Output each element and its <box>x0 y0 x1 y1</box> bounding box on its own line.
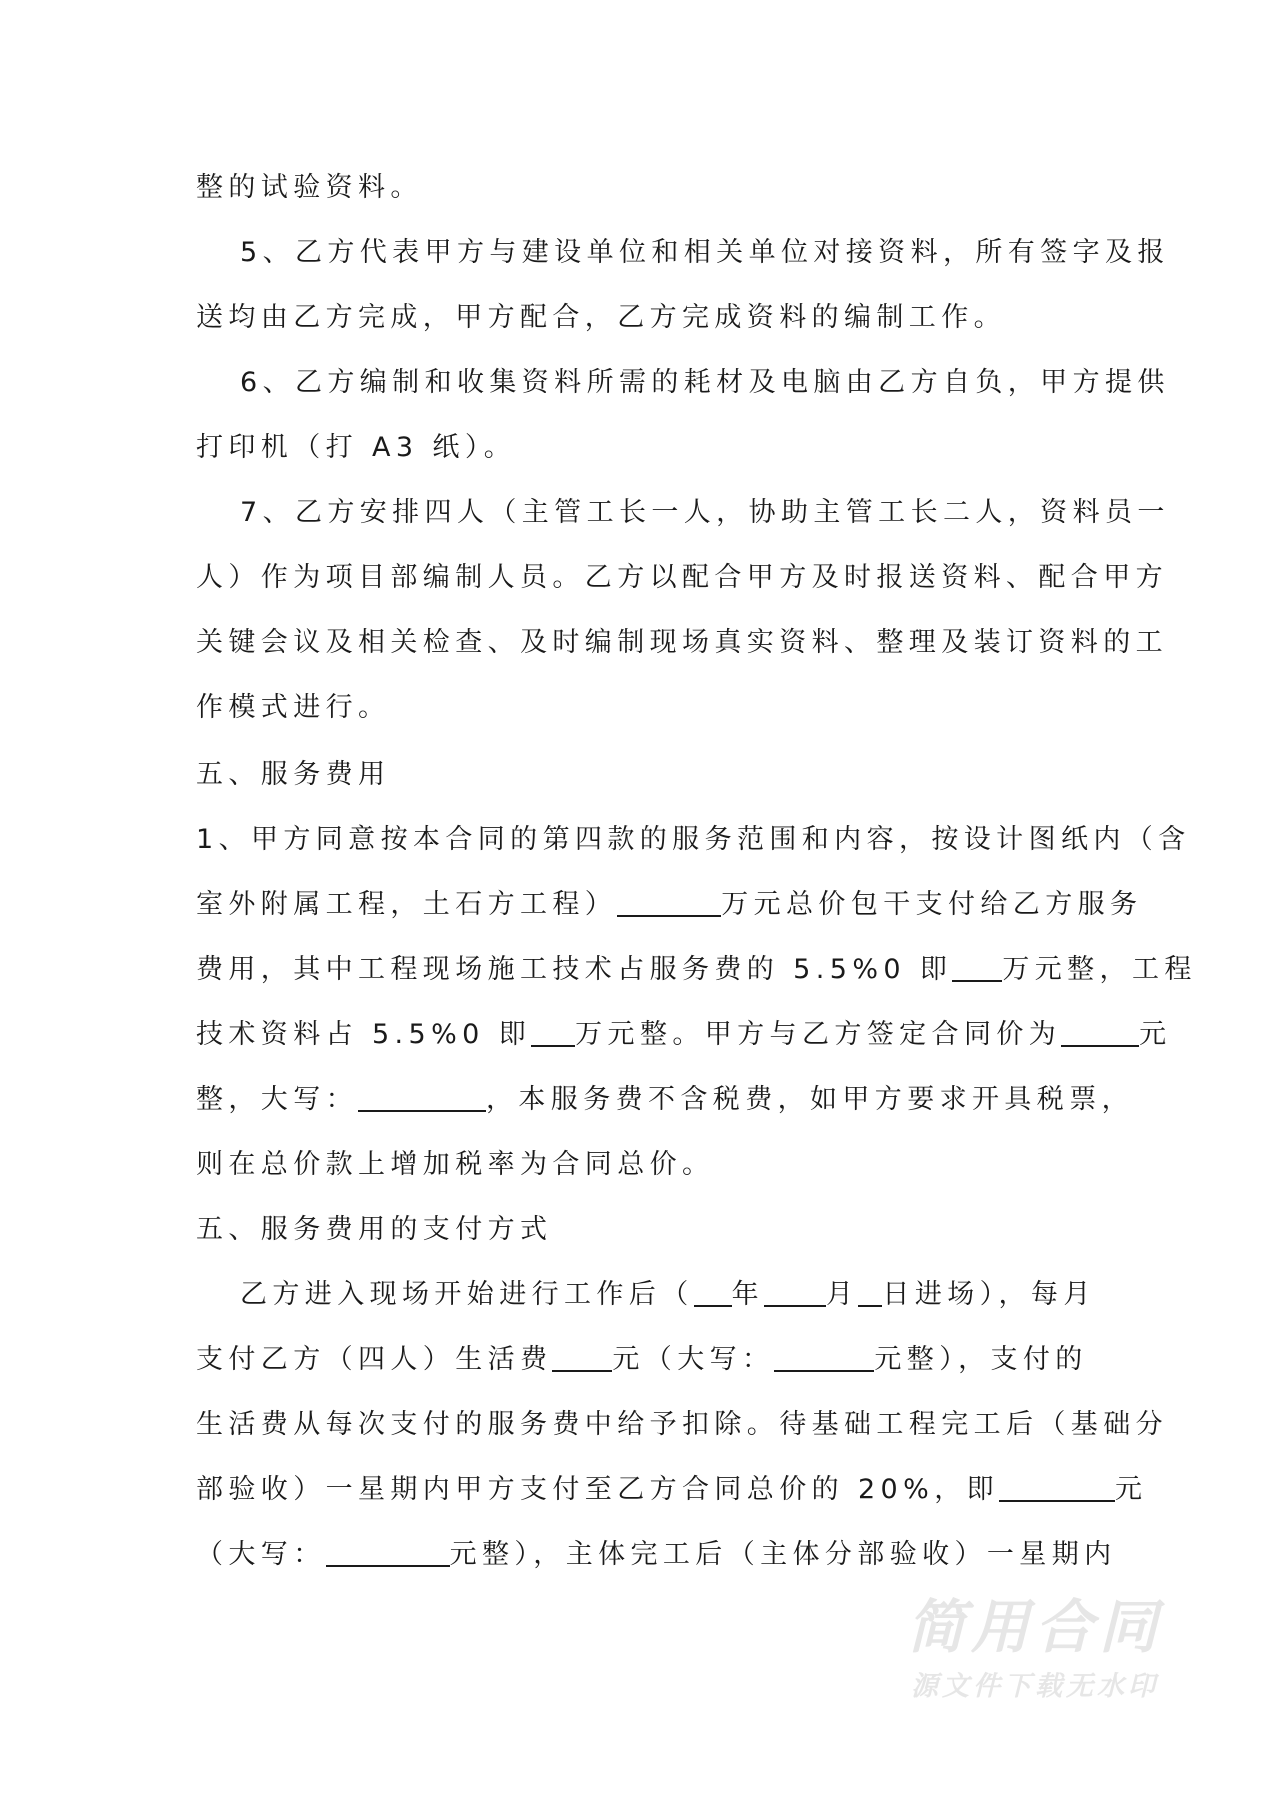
line-text: 7、乙方安排四人（主管工长一人，协助主管工长二人，资料员一 <box>240 497 1170 528</box>
paragraph-line <box>240 1275 1096 1315</box>
paragraph-line <box>196 428 1086 468</box>
line-text: 万元整，工程 <box>1002 954 1197 985</box>
line-text: 室外附属工程，土石方工程） <box>196 889 618 920</box>
line-text: ，本服务费不含税费，如甲方要求开具税票， <box>486 1084 1134 1115</box>
fill-blank-year[interactable] <box>694 1275 732 1307</box>
line-text: 元 <box>1115 1474 1148 1505</box>
paragraph-line <box>196 1470 1148 1510</box>
paragraph-line <box>196 950 1197 990</box>
fill-blank-tech-doc-amount[interactable] <box>531 1015 575 1047</box>
fill-blank-contract-price[interactable] <box>1061 1015 1139 1047</box>
line-text: 技术资料占 5.5%0 即 <box>196 1019 532 1050</box>
paragraph-line <box>196 1145 1086 1185</box>
paragraph-line <box>240 363 1170 403</box>
fill-blank-total-price[interactable] <box>617 885 721 917</box>
line-text: 5、乙方代表甲方与建设单位和相关单位对接资料，所有签字及报 <box>240 237 1170 268</box>
line-text: 作模式进行。 <box>196 692 391 723</box>
line-text: 元整），支付的 <box>874 1344 1088 1375</box>
paragraph-line <box>196 688 1086 728</box>
paragraph-line <box>240 233 1170 273</box>
line-text: 日进场），每月 <box>882 1279 1096 1310</box>
paragraph-line <box>196 558 1168 598</box>
fill-blank-month[interactable] <box>764 1275 826 1307</box>
section-heading <box>196 1210 1086 1250</box>
watermark-subtitle: 源文件下载无水印 <box>911 1671 1159 1702</box>
line-text: 6、乙方编制和收集资料所需的耗材及电脑由乙方自负，甲方提供 <box>240 367 1170 398</box>
fill-blank-site-tech-amount[interactable] <box>952 950 1002 982</box>
fill-blank-day[interactable] <box>858 1275 882 1307</box>
line-text: 人）作为项目部编制人员。乙方以配合甲方及时报送资料、配合甲方 <box>196 562 1168 593</box>
line-text: 整的试验资料。 <box>196 172 423 203</box>
line-text: 打印机（打 A3 纸）。 <box>196 432 517 463</box>
paragraph-line <box>196 1015 1172 1055</box>
paragraph-line <box>196 623 1168 663</box>
line-text: 万元整。甲方与乙方签定合同价为 <box>575 1019 1062 1050</box>
fill-blank-foundation-payment-words[interactable] <box>326 1535 450 1567</box>
paragraph-line <box>196 298 1086 338</box>
line-text: 则在总价款上增加税率为合同总价。 <box>196 1149 715 1180</box>
paragraph-line <box>196 168 1086 208</box>
line-text: 月 <box>826 1279 859 1310</box>
line-text: 1、甲方同意按本合同的第四款的服务范围和内容，按设计图纸内（含 <box>196 824 1191 855</box>
line-text: 生活费从每次支付的服务费中给予扣除。待基础工程完工后（基础分 <box>196 1409 1168 1440</box>
line-text: 元整），主体完工后（主体分部验收）一星期内 <box>449 1539 1117 1570</box>
heading-text: 五、服务费用 <box>196 759 391 790</box>
paragraph-line <box>196 1340 1086 1380</box>
line-text: 元（大写： <box>612 1344 775 1375</box>
line-text: 关键会议及相关检查、及时编制现场真实资料、整理及装订资料的工 <box>196 627 1168 658</box>
paragraph-line <box>240 493 1170 533</box>
line-text: 费用，其中工程现场施工技术占服务费的 5.5%0 即 <box>196 954 953 985</box>
line-text: 年 <box>731 1279 765 1310</box>
fill-blank-living-expense[interactable] <box>552 1340 612 1372</box>
line-text: 部验收）一星期内甲方支付至乙方合同总价的 20%，即 <box>196 1474 999 1505</box>
line-text: 乙方进入现场开始进行工作后（ <box>240 1279 694 1310</box>
paragraph-line <box>196 885 1143 925</box>
line-text: 万元总价包干支付给乙方服务 <box>721 889 1143 920</box>
paragraph-line <box>196 1405 1168 1445</box>
watermark <box>885 1595 1185 1707</box>
paragraph-line <box>196 1535 1117 1575</box>
line-text: （大写： <box>196 1539 326 1570</box>
line-text: 送均由乙方完成，甲方配合，乙方完成资料的编制工作。 <box>196 302 1006 333</box>
line-text: 整，大写： <box>196 1084 358 1115</box>
section-heading <box>196 755 1086 795</box>
heading-text: 五、服务费用的支付方式 <box>196 1214 553 1245</box>
paragraph-line <box>196 1080 1134 1120</box>
fill-blank-living-expense-words[interactable] <box>774 1340 874 1372</box>
fill-blank-contract-price-words[interactable] <box>358 1080 486 1112</box>
line-text: 元 <box>1139 1019 1172 1050</box>
paragraph-line <box>196 820 1191 860</box>
fill-blank-foundation-payment[interactable] <box>999 1470 1115 1502</box>
line-text: 支付乙方（四人）生活费 <box>196 1344 553 1375</box>
watermark-title: 简用合同 <box>906 1593 1163 1661</box>
